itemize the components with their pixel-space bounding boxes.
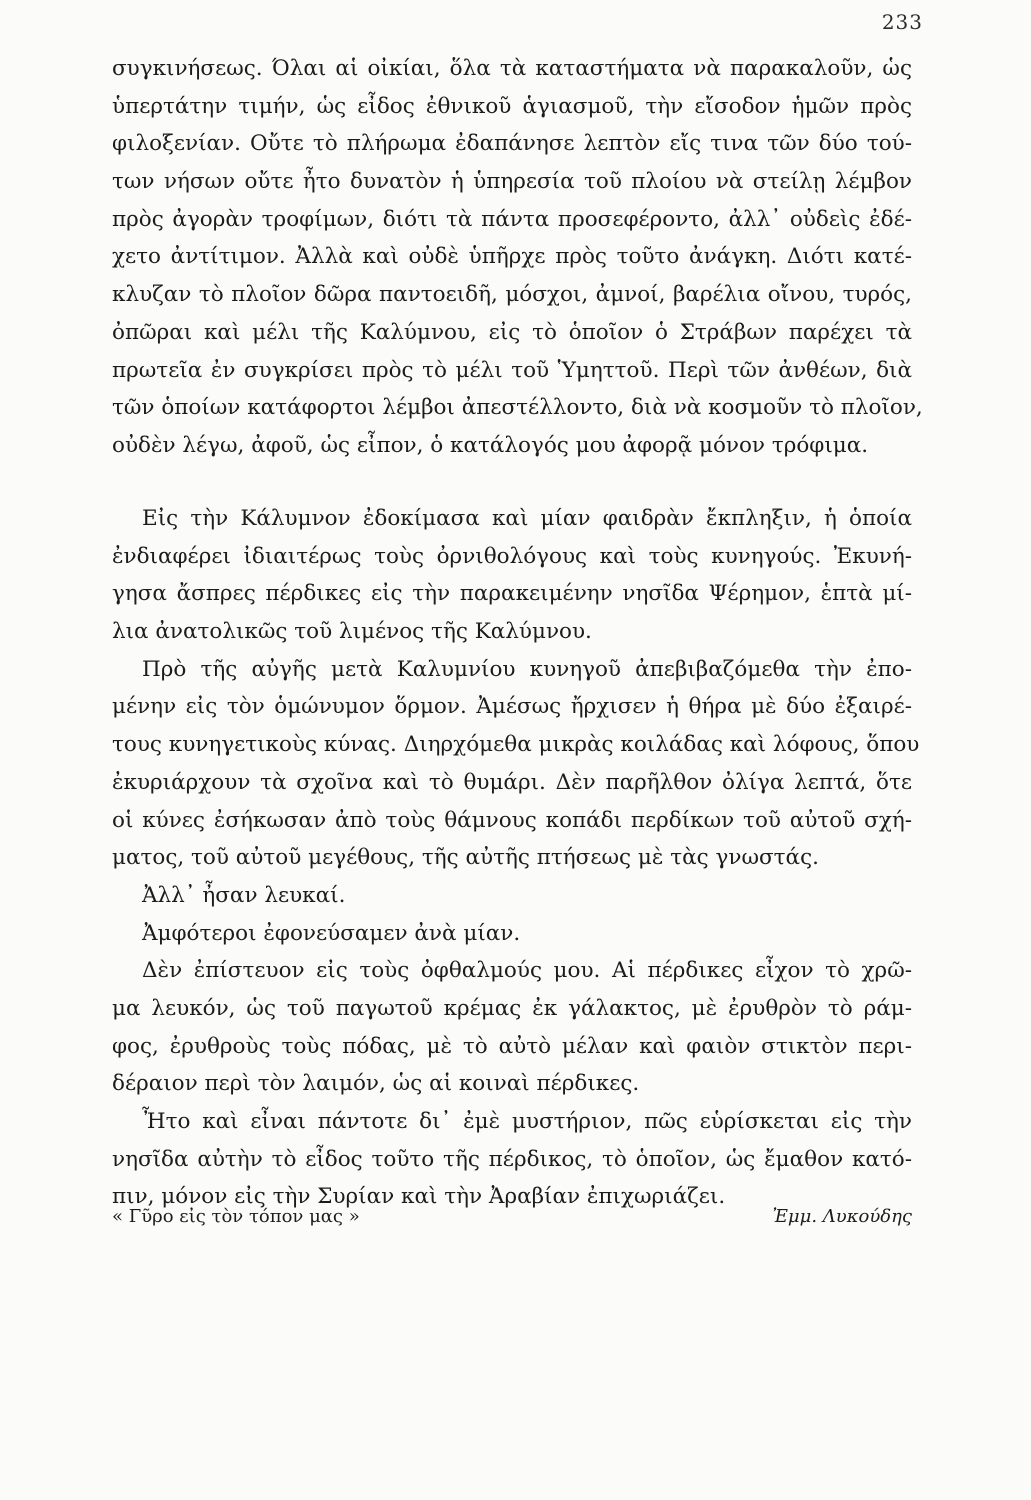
text-line: τους κυνηγετικοὺς κύνας. Διηρχόμεθα μικρὰς κοιλάδας καὶ λόφους, ὅπου — [112, 732, 920, 758]
paragraph-continuation — [112, 50, 923, 465]
text-line: πιν, μόνον εἰς τὴν Συρίαν καὶ τὴν Ἀραβίαν ἐπιχωριάζει. — [112, 1184, 726, 1210]
text-line: πρὸς ἀγορὰν τροφίμων, διότι τὰ πάντα προσεφέροντο, ἀλλ᾿ οὐδεὶς ἐδέ- — [112, 206, 912, 232]
text-line: ὑπερτάτην τιμήν, ὡς εἶδος ἐθνικοῦ ἁγιασμοῦ, τὴν εἴσοδον ἡμῶν πρὸς — [112, 93, 912, 119]
paragraph — [112, 877, 912, 915]
source-title: « Γῦρο εἰς τὸν τόπον μας » — [112, 1206, 360, 1227]
text-line: μένην εἰς τὸν ὁμώνυμον ὅρμον. Ἀμέσως ἤρχισεν ἡ θήρα μὲ δύο ἐξαιρέ- — [112, 694, 912, 720]
text-line: των νήσων οὔτε ἦτο δυνατὸν ἡ ὑπηρεσία τοῦ πλοίου νὰ στείλῃ λέμβον — [112, 169, 912, 195]
text-line: τῶν ὁποίων κατάφορτοι λέμβοι ἀπεστέλλοντο, διὰ νὰ κοσμοῦν τὸ πλοῖον, — [112, 395, 923, 421]
text-line: φος, ἐρυθροὺς τοὺς πόδας, μὲ τὸ αὐτὸ μέλαν καὶ φαιὸν στικτὸν περι- — [112, 1033, 912, 1059]
text-line: χετο ἀντίτιμον. Ἀλλὰ καὶ οὐδὲ ὑπῆρχε πρὸς τοῦτο ἀνάγκη. Διότι κατέ- — [112, 244, 912, 270]
text-line: Πρὸ τῆς αὐγῆς μετὰ Καλυμνίου κυνηγοῦ ἀπεβιβαζόμεθα τὴν ἐπο- — [142, 656, 912, 682]
text-line: οὐδὲν λέγω, ἀφοῦ, ὡς εἶπον, ὁ κατάλογός μου ἀφορᾷ μόνον τρόφιμα. — [112, 432, 869, 458]
text-line: ματος, τοῦ αὐτοῦ μεγέθους, τῆς αὐτῆς πτήσεως μὲ τὰς γνωστάς. — [112, 845, 819, 871]
text-line: γησα ἄσπρες πέρδικες εἰς τὴν παρακειμένην νησῖδα Ψέρημον, ἑπτὰ μί- — [112, 581, 912, 607]
text-line: οἱ κύνες ἐσήκωσαν ἀπὸ τοὺς θάμνους κοπάδι περδίκων τοῦ αὐτοῦ σχή- — [112, 807, 912, 833]
text-line: συγκινήσεως. Όλαι αἱ οἰκίαι, ὅλα τὰ καταστήματα νὰ παρακαλοῦν, ὡς — [112, 56, 912, 81]
text-line: ἐνδιαφέρει ἰδιαιτέρως τοὺς ὀρνιθολόγους καὶ τοὺς κυνηγούς. Ἐκυνή- — [112, 543, 912, 569]
text-line: Εἰς τὴν Κάλυμνον ἐδοκίμασα καὶ μίαν φαιδρὰν ἔκπληξιν, ἡ ὁποία — [142, 506, 912, 531]
text-line: νησῖδα αὐτὴν τὸ εἶδος τοῦτο τῆς πέρδικος, τὸ ὁποῖον, ὡς ἔμαθον κατό- — [112, 1146, 912, 1172]
paragraph — [112, 500, 912, 651]
paragraph — [112, 915, 912, 953]
text-line: Δὲν ἐπίστευον εἰς τοὺς ὀφθαλμούς μου. Αἱ πέρδικες εἶχον τὸ χρῶ- — [142, 958, 912, 984]
text-line: Ἀμφότεροι ἐφονεύσαμεν ἀνὰ μίαν. — [142, 920, 521, 946]
text-line: ὀπῶραι καὶ μέλι τῆς Καλύμνου, εἰς τὸ ὁποῖον ὁ Στράβων παρέχει τὰ — [112, 319, 912, 345]
paragraph — [112, 1103, 912, 1216]
text-line: ἐκυριάρχουν τὰ σχοῖνα καὶ τὸ θυμάρι. Δὲν παρῆλθον ὀλίγα λεπτά, ὅτε — [112, 769, 912, 795]
author-signature: Ἐμμ. Λυκούδης — [772, 1206, 912, 1227]
text-line: φιλοξενίαν. Οὔτε τὸ πλήρωμα ἐδαπάνησε λεπτὸν εἴς τινα τῶν δύο τού- — [112, 131, 912, 157]
text-line: πρωτεῖα ἐν συγκρίσει πρὸς τὸ μέλι τοῦ Ὑμηττοῦ. Περὶ τῶν ἀνθέων, διὰ — [112, 357, 912, 383]
text-line: Ἦτο καὶ εἶναι πάντοτε δι᾿ ἐμὲ μυστήριον, πῶς εὑρίσκεται εἰς τὴν — [142, 1109, 912, 1134]
paragraph — [112, 651, 920, 877]
paragraph — [112, 952, 912, 1103]
story-body — [112, 500, 920, 1216]
text-line: κλυζαν τὸ πλοῖον δῶρα παντοειδῆ, μόσχοι, ἀμνοί, βαρέλια οἴνου, τυρός, — [112, 282, 912, 308]
text-line: Ἀλλ᾿ ἦσαν λευκαί. — [142, 882, 346, 908]
text-line: δέραιον περὶ τὸν λαιμόν, ὡς αἱ κοιναὶ πέρδικες. — [112, 1071, 640, 1097]
page-number: 233 — [881, 10, 923, 34]
text-line: μα λευκόν, ὡς τοῦ παγωτοῦ κρέμας ἐκ γάλακτος, μὲ ἐρυθρὸν τὸ ράμ- — [112, 995, 912, 1021]
text-line: λια ἀνατολικῶς τοῦ λιμένος τῆς Καλύμνου. — [112, 619, 592, 645]
source-footer — [112, 1206, 912, 1240]
